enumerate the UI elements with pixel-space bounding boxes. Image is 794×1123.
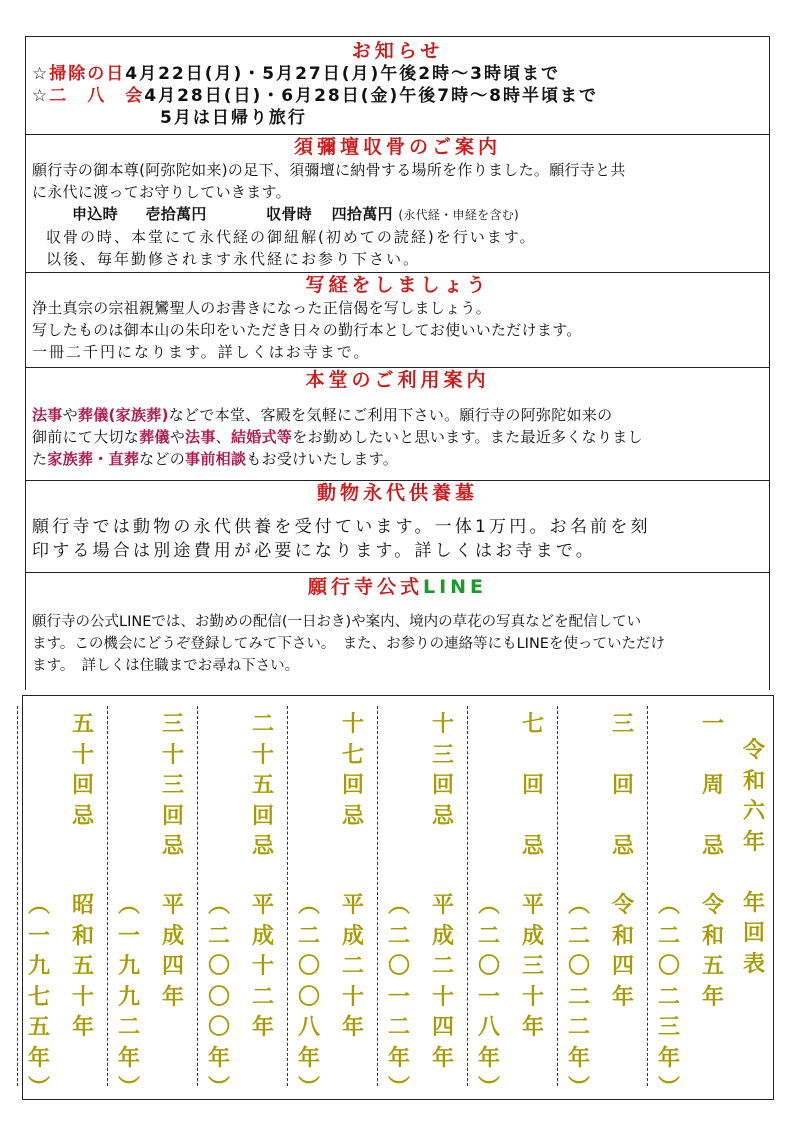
- shumidan-text-1: 願行寺の御本尊(阿弥陀如来)の足下、須彌壇に納骨する場所を作りました。願行寺と共: [32, 161, 626, 179]
- vertical-char: 二: [567, 1015, 590, 1040]
- vertical-char: 一: [27, 923, 50, 949]
- vertical-char: 表: [742, 951, 765, 977]
- vertical-char: [609, 802, 637, 833]
- vertical-char: 年: [251, 1015, 274, 1040]
- vertical-char: ︶: [387, 1076, 410, 1101]
- hondo-text-2: [32, 426, 763, 448]
- vertical-char: 忌: [611, 834, 634, 859]
- memorial-era-year: [519, 891, 547, 1044]
- vertical-char: 〇: [207, 954, 230, 979]
- vertical-char: 周: [701, 773, 724, 798]
- vertical-char: 年: [27, 1045, 50, 1071]
- vertical-char: ︶: [297, 1076, 320, 1101]
- vertical-char: 三: [161, 712, 184, 737]
- notice-title: お知らせ: [351, 40, 444, 62]
- fee-collect-value: 四拾萬円: [331, 205, 393, 223]
- text-fragment: 、: [215, 428, 231, 446]
- vertical-char: 五: [251, 773, 274, 798]
- vertical-char: 二: [657, 984, 680, 1010]
- vertical-char: 五: [71, 712, 94, 737]
- vertical-char: 成: [161, 923, 184, 949]
- vertical-char: 一: [387, 984, 410, 1010]
- vertical-char: 年: [117, 1045, 140, 1071]
- line-title-text: 願行寺公式: [307, 576, 423, 598]
- memorial-western-year: [475, 891, 503, 1105]
- animal-text-1: 願行寺では動物の永代供養を受付ています。一体1万円。お名前を刻: [32, 517, 651, 537]
- vertical-char: 二: [207, 923, 230, 949]
- column-divider: [197, 706, 198, 1086]
- vertical-char: 年: [341, 1015, 364, 1040]
- line-text-2: ます。この機会にどうぞ登録してみて下さい。 また、お参りの連絡等にもLINEを使っていただけ: [32, 636, 665, 652]
- vertical-char: 和: [71, 923, 94, 949]
- vertical-char: 三: [657, 1015, 680, 1040]
- vertical-char: 一: [701, 712, 724, 737]
- vertical-char: 十: [431, 984, 454, 1010]
- vertical-char: 年: [161, 984, 184, 1010]
- star-icon: ☆: [32, 86, 50, 106]
- memorial-kaiki: [69, 710, 97, 832]
- vertical-char: 十: [251, 954, 274, 979]
- text-fragment: 御前にて大切な: [32, 428, 140, 446]
- vertical-char: ︶: [207, 1076, 230, 1101]
- vertical-char: 十: [341, 712, 364, 737]
- vertical-char: 六: [742, 799, 765, 824]
- highlight-wedding: 結婚式等: [230, 428, 293, 446]
- vertical-char: [519, 741, 547, 772]
- cleaning-day-label: 掃除の日: [49, 64, 126, 84]
- memorial-western-year: [25, 891, 53, 1105]
- text-fragment: た: [32, 450, 48, 468]
- vertical-char: 忌: [71, 803, 94, 829]
- vertical-char: 忌: [341, 803, 364, 829]
- vertical-char: [699, 741, 727, 772]
- vertical-char: 回: [431, 773, 454, 798]
- vertical-char: ︶: [657, 1076, 680, 1101]
- vertical-char: 四: [161, 954, 184, 979]
- memorial-western-year: [295, 891, 323, 1105]
- vertical-char: 二: [251, 984, 274, 1010]
- vertical-char: 平: [251, 893, 274, 918]
- vertical-char: ︵: [297, 893, 320, 918]
- shakyo-section: [26, 272, 769, 367]
- memorial-western-year: [205, 891, 233, 1105]
- vertical-char: 五: [71, 954, 94, 979]
- line-title: [32, 575, 763, 599]
- vertical-char: 十: [431, 712, 454, 737]
- line-text-3: ます。 詳しくは住職までお尋ね下さい。: [32, 658, 300, 674]
- hondo-title: 本堂のご利用案内: [305, 369, 490, 391]
- text-fragment: や: [169, 428, 186, 446]
- vertical-char: 年: [207, 1045, 230, 1071]
- vertical-char: 十: [341, 984, 364, 1010]
- shumidan-text-4: 以後、毎年勤修されます永代経にお参り下さい。: [46, 250, 421, 268]
- text-fragment: もお受けいたします。: [246, 450, 399, 468]
- vertical-char: 二: [297, 923, 320, 949]
- shumidan-title: 須彌壇収骨のご案内: [293, 136, 501, 158]
- vertical-char: 〇: [567, 954, 590, 979]
- vertical-char: 〇: [297, 984, 320, 1010]
- vertical-char: 二: [341, 954, 364, 979]
- vertical-char: 十: [71, 984, 94, 1010]
- vertical-char: 和: [701, 923, 724, 949]
- vertical-char: 〇: [387, 954, 410, 979]
- text-fragment: などの: [139, 450, 186, 468]
- highlight-family-direct-funeral: 家族葬・直葬: [47, 450, 140, 468]
- vertical-char: 四: [431, 1015, 454, 1040]
- vertical-char: 年: [742, 829, 765, 855]
- hondo-text-3: [32, 448, 763, 470]
- vertical-char: 成: [251, 923, 274, 949]
- cleaning-day-dates: 4月22日(月)・5月27日(月)午後2時～3時頃まで: [125, 64, 560, 84]
- star-icon: ☆: [32, 64, 50, 84]
- vertical-char: 回: [341, 773, 364, 798]
- memorial-era-year: [429, 891, 457, 1074]
- vertical-char: 二: [477, 923, 500, 949]
- vertical-char: 年: [611, 984, 634, 1010]
- vertical-char: 忌: [431, 803, 454, 829]
- shakyo-text-1: 浄土真宗の宗祖親鸞聖人のお書きになった正信偈を写しましょう。: [32, 299, 492, 317]
- column-divider: [287, 706, 288, 1086]
- vertical-char: 八: [297, 1015, 320, 1040]
- vertical-char: 三: [161, 773, 184, 798]
- vertical-char: ︵: [567, 893, 590, 918]
- vertical-char: 成: [341, 923, 364, 949]
- vertical-char: 忌: [521, 834, 544, 859]
- vertical-char: 四: [611, 954, 634, 979]
- vertical-char: 年: [521, 1015, 544, 1040]
- vertical-char: 和: [742, 768, 765, 794]
- animal-text-2: 印する場合は別途費用が必要になります。詳しくはお寺まで。: [32, 541, 596, 561]
- memorial-table: [22, 695, 774, 1100]
- vertical-char: 和: [611, 923, 634, 949]
- notice-trip: 5月は日帰り旅行: [160, 108, 307, 128]
- memorial-era-year: [69, 891, 97, 1044]
- vertical-char: ︵: [27, 893, 50, 918]
- animal-section: [26, 480, 769, 572]
- vertical-char: 忌: [251, 834, 274, 859]
- niha-kai-label: 二 八 会: [49, 86, 145, 106]
- fee-collect-note: (永代経・申経を含む): [398, 208, 520, 222]
- memorial-era-year: [159, 891, 187, 1013]
- vertical-char: 回: [742, 921, 765, 946]
- highlight-hoji: 法事: [32, 406, 63, 424]
- line-section: [26, 572, 769, 690]
- column-divider: [17, 706, 18, 1086]
- column-divider: [107, 706, 108, 1086]
- animal-title: 動物永代供養墓: [316, 482, 478, 504]
- vertical-char: 年: [567, 1045, 590, 1071]
- vertical-char: 八: [477, 1015, 500, 1040]
- memorial-kaiki: [699, 710, 727, 863]
- vertical-char: 年: [701, 984, 724, 1010]
- vertical-char: 二: [567, 923, 590, 949]
- vertical-char: 年: [742, 890, 765, 916]
- memorial-heading: [740, 736, 768, 980]
- vertical-char: 七: [27, 984, 50, 1010]
- vertical-char: ︵: [477, 893, 500, 918]
- vertical-char: 回: [611, 773, 634, 798]
- vertical-char: 九: [27, 954, 50, 979]
- memorial-era-year: [609, 891, 637, 1013]
- vertical-char: 令: [742, 738, 765, 763]
- vertical-char: ︵: [657, 893, 680, 918]
- notice-niha-kai: [32, 85, 763, 107]
- vertical-char: 令: [611, 893, 634, 918]
- memorial-kaiki: [159, 710, 187, 863]
- fee-collect-label: 収骨時: [266, 205, 313, 223]
- vertical-char: 〇: [477, 954, 500, 979]
- bulletin-board: [25, 36, 770, 690]
- vertical-char: 十: [161, 742, 184, 768]
- memorial-kaiki: [249, 710, 277, 863]
- line-text-1: 願行寺の公式LINEでは、お勤めの配信(一日おき)や案内、境内の草花の写真などを配信してい: [32, 614, 642, 630]
- vertical-char: 七: [341, 742, 364, 768]
- text-fragment: や: [62, 406, 78, 424]
- vertical-char: 九: [117, 984, 140, 1010]
- niha-kai-dates: 4月28日(日)・6月28日(金)午後7時～8時半頃まで: [144, 86, 598, 106]
- vertical-char: 〇: [207, 984, 230, 1010]
- text-fragment: などで本堂、客殿を気軽にご利用下さい。願行寺の阿弥陀如来の: [168, 406, 613, 424]
- vertical-char: 平: [341, 893, 364, 918]
- memorial-kaiki: [429, 710, 457, 832]
- vertical-char: 九: [117, 954, 140, 979]
- vertical-char: 一: [117, 923, 140, 949]
- memorial-kaiki: [609, 710, 637, 863]
- vertical-char: 平: [431, 893, 454, 918]
- memorial-western-year: [385, 891, 413, 1105]
- column-divider: [377, 706, 378, 1086]
- column-divider: [557, 706, 558, 1086]
- vertical-char: 年: [297, 1045, 320, 1071]
- vertical-char: ︵: [117, 893, 140, 918]
- fee-apply-label: 申込時: [72, 205, 118, 223]
- vertical-char: 二: [387, 923, 410, 949]
- vertical-char: 平: [161, 893, 184, 918]
- memorial-era-year: [699, 891, 727, 1013]
- vertical-char: 年: [387, 1045, 410, 1071]
- vertical-char: 平: [521, 893, 544, 918]
- vertical-char: [740, 858, 768, 889]
- vertical-char: [699, 802, 727, 833]
- vertical-char: 二: [117, 1015, 140, 1040]
- vertical-char: 令: [701, 893, 724, 918]
- vertical-char: ︵: [387, 893, 410, 918]
- vertical-char: 二: [657, 923, 680, 949]
- vertical-char: 年: [657, 1045, 680, 1071]
- vertical-char: 七: [521, 712, 544, 737]
- memorial-western-year: [565, 891, 593, 1105]
- vertical-char: [609, 741, 637, 772]
- shumidan-text-2: に永代に渡ってお守りしていきます。: [32, 183, 291, 201]
- shumidan-section: [26, 134, 769, 272]
- highlight-hoji-2: 法事: [185, 428, 216, 446]
- vertical-char: 二: [387, 1015, 410, 1040]
- vertical-char: 年: [431, 1045, 454, 1071]
- memorial-era-year: [249, 891, 277, 1044]
- hondo-section: [26, 367, 769, 480]
- vertical-char: 三: [611, 712, 634, 737]
- shumidan-fees: [32, 203, 763, 226]
- vertical-char: 忌: [161, 834, 184, 859]
- vertical-char: ︶: [477, 1076, 500, 1101]
- column-divider: [647, 706, 648, 1086]
- vertical-char: 〇: [657, 954, 680, 979]
- fee-apply-value: 壱拾萬円: [145, 205, 207, 223]
- vertical-char: 年: [477, 1045, 500, 1071]
- highlight-funeral-family: 葬儀(家族葬): [77, 406, 169, 424]
- memorial-era-year: [339, 891, 367, 1044]
- vertical-char: 二: [431, 954, 454, 979]
- vertical-char: 五: [701, 954, 724, 979]
- vertical-char: 成: [521, 923, 544, 949]
- vertical-char: 十: [71, 742, 94, 768]
- vertical-char: 一: [477, 984, 500, 1010]
- vertical-char: 昭: [71, 893, 94, 918]
- shakyo-title: 写経をしましょう: [305, 274, 490, 296]
- memorial-western-year: [655, 891, 683, 1105]
- text-fragment: をお勤めしたいと思います。また最近多くなりまし: [292, 428, 643, 446]
- highlight-consultation: 事前相談: [185, 450, 247, 468]
- vertical-char: ︶: [117, 1076, 140, 1101]
- vertical-char: 五: [27, 1015, 50, 1040]
- vertical-char: 忌: [701, 834, 724, 859]
- vertical-char: ︶: [27, 1076, 50, 1101]
- vertical-char: 三: [431, 742, 454, 768]
- vertical-char: 〇: [297, 954, 320, 979]
- shakyo-text-3: 一冊二千円になります。詳しくはお寺まで。: [32, 343, 371, 361]
- notice-section: [26, 36, 769, 134]
- shakyo-text-2: 写したものは御本山の朱印をいただき日々の勤行本としてお使いいただけます。: [32, 321, 582, 339]
- vertical-char: 十: [251, 742, 274, 768]
- highlight-funeral: 葬儀: [139, 428, 170, 446]
- vertical-char: 回: [251, 803, 274, 829]
- vertical-char: ︵: [207, 893, 230, 918]
- vertical-char: 回: [521, 773, 544, 798]
- hondo-text-1: [32, 404, 763, 426]
- vertical-char: ︶: [567, 1076, 590, 1101]
- vertical-char: 回: [71, 773, 94, 798]
- memorial-western-year: [115, 891, 143, 1105]
- vertical-char: 〇: [207, 1015, 230, 1040]
- vertical-char: 年: [71, 1015, 94, 1040]
- vertical-char: [519, 802, 547, 833]
- vertical-char: 十: [521, 984, 544, 1010]
- column-divider: [467, 706, 468, 1086]
- vertical-char: 三: [521, 954, 544, 979]
- line-title-brand: LINE: [422, 576, 488, 598]
- memorial-kaiki: [339, 710, 367, 832]
- notice-cleaning-day: [32, 63, 763, 85]
- vertical-char: 二: [567, 984, 590, 1010]
- vertical-char: 回: [161, 803, 184, 829]
- memorial-kaiki: [519, 710, 547, 863]
- shumidan-text-3: 収骨の時、本堂にて永代経の御紐解(初めての読経)を行います。: [46, 228, 537, 246]
- vertical-char: 二: [251, 712, 274, 737]
- vertical-char: 成: [431, 923, 454, 949]
